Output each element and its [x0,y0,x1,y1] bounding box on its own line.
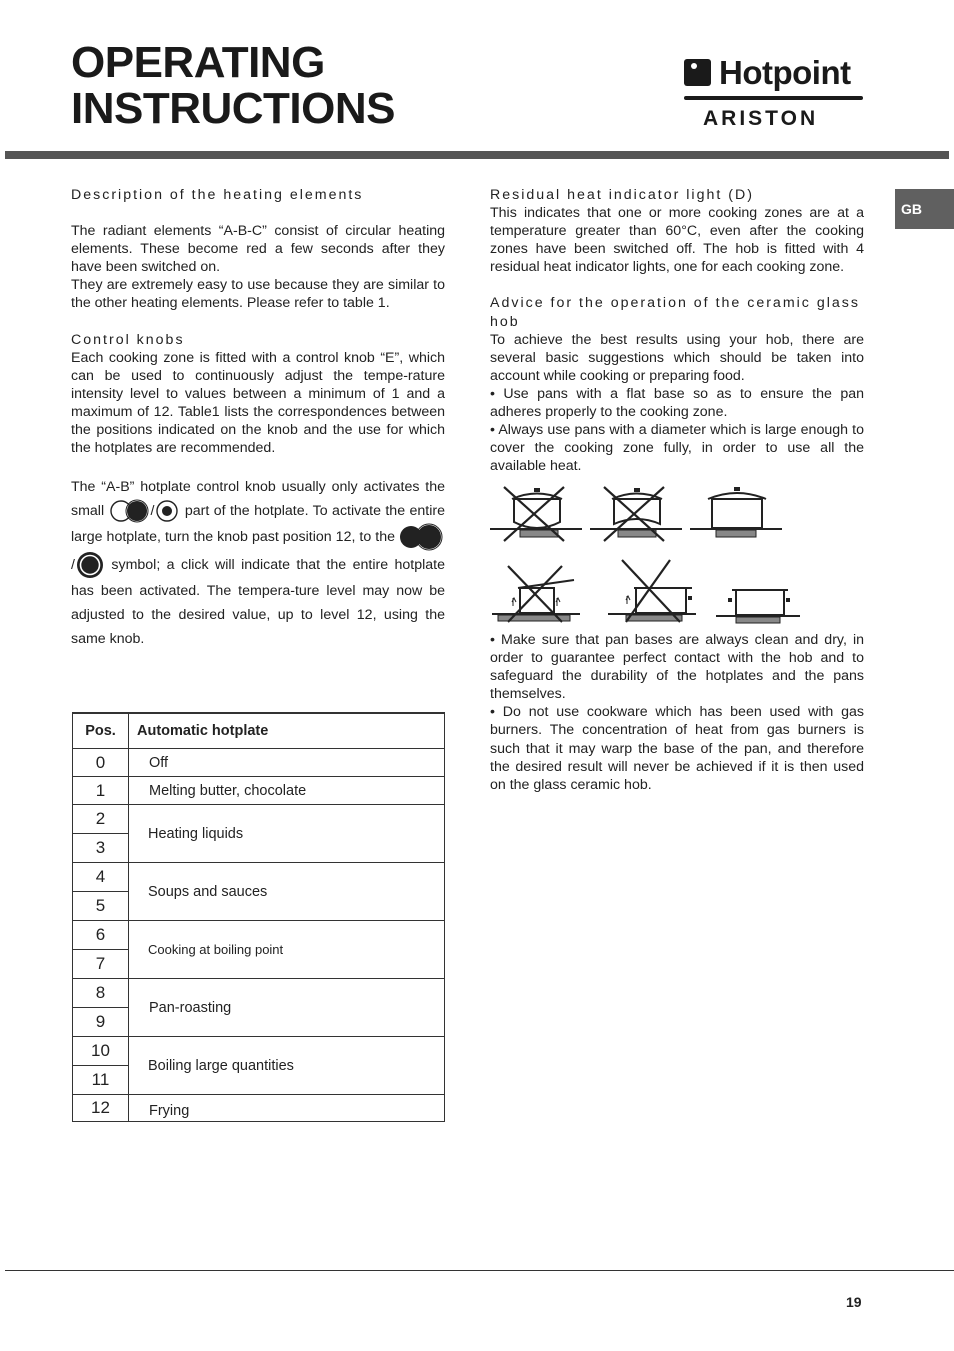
table-row [73,863,445,892]
header-rule [5,151,949,159]
table-row [73,805,445,834]
table-cell-pos: 1 [73,777,129,805]
language-tab: GB [895,189,954,229]
brand-logo [684,56,864,134]
pan-uneven-icon [606,556,698,624]
logo-mark-icon [684,59,711,86]
footer-rule [5,1270,954,1271]
paragraph-easy-use: They are extremely easy to use because they are similar to the other heating elements. Please refer to table 1. [71,277,445,312]
table-cell-desc: Soups and sauces [129,863,445,921]
page-number: 19 [846,1294,862,1310]
table-row [73,749,445,777]
right-column-bottom [490,631,864,794]
pan-correct-icon [690,484,782,544]
paragraph-radiant-elements: The radiant elements “A-B-C” consist of circular heating elements. These become red a few seconds after they have been switched on. [71,223,445,276]
table-cell-pos: 0 [73,749,129,777]
pan-warped-base-icon [490,484,582,544]
heading-control-knobs: Control knobs [71,331,185,348]
logo-hotpoint [684,56,851,89]
small-zone-icon [109,499,151,523]
table-cell-desc: Off [129,749,445,777]
title-line-2: INSTRUCTIONS [71,84,395,133]
large-zone-icon [399,523,445,551]
bullet-gas-burners: • Do not use cookware which has been used with gas burners. The concentration of heat from gas burners is such that it may warp the base of the pan, and therefore the desired result will never be achieved if it is then used on the glass ceramic hob. [490,704,864,793]
bullet-flat-base: • Use pans with a flat base so as to ensure the pan adheres properly to the cooking zone. [490,385,864,421]
table-cell-pos: 10 [73,1037,129,1066]
right-column-top [490,186,864,475]
pan-raised-base-icon [590,484,682,544]
left-column [71,186,445,651]
table-cell-pos: 5 [73,892,129,921]
table-cell-pos: 3 [73,834,129,863]
paragraph-ab-hotplate [71,475,445,651]
table-cell-pos: 4 [73,863,129,892]
ab-text-3: symbol; a click will indicate that the entire hotplate has been activated. The tempera-ture level may now be adjusted to the desired value, up to level 12, using the same knob. [71,557,445,648]
table-row [73,777,445,805]
table-cell-pos: 12 [73,1095,129,1122]
title-line-1: OPERATING [71,38,325,87]
table-cell-pos: 11 [73,1066,129,1095]
logo-brand-text: Hotpoint [719,54,851,91]
pan-small-diameter-icon [490,562,582,624]
table-cell-pos: 9 [73,1008,129,1037]
table-cell-desc: Melting butter, chocolate [129,777,445,805]
bullet-diameter: • Always use pans with a diameter which is large enough to cover the cooking zone fully, in order to use all the available heat. [490,422,864,475]
heading-residual-heat: Residual heat indicator light (D) [490,187,754,203]
large-zone-alt-icon [75,551,105,579]
table-cell-pos: 6 [73,921,129,950]
paragraph-control-knobs: Each cooking zone is fitted with a control knob “E”, which can be used to continuously adjust the tempe-rature intensity level to values between a minimum of 1 and a maximum of 12. Table1 lists the correspondences between the positions indicated on the knob and the use for which the hotplates are recommended. [71,349,445,457]
bullet-clean-dry: • Make sure that pan bases are always clean and dry, in order to guarantee perfect contact with the hob and to safeguard the durability of the hotplates and the pans themselves. [490,632,864,703]
table-header-desc: Automatic hotplate [129,713,445,749]
logo-divider [684,96,863,100]
ab-text-1: The “A-B” hotplate control knob usually only activates the small [71,479,445,520]
table-cell-desc: Frying [129,1095,445,1122]
table-row [73,1095,445,1122]
logo-sub-text: ARISTON [703,107,819,130]
table-cell-desc: Boiling large quantities [129,1037,445,1095]
table-row [73,921,445,950]
table-cell-pos: 8 [73,979,129,1008]
table-cell-desc: Heating liquids [129,805,445,863]
heading-advice: Advice for the operation of the ceramic glass hob [490,295,860,330]
paragraph-advice: To achieve the best results using your hob, there are several basic suggestions which should be taken into account while cooking or preparing food. [490,331,864,384]
ab-text-2: part of the hotplate. To activate the entire large hotplate, turn the knob past position 12, to the [71,503,445,546]
table-cell-desc: Pan-roasting [129,979,445,1037]
paragraph-residual-heat: This indicates that one or more cooking zones are at a temperature greater than 60°C, even after the cooking zones have been switched off. The hob is fitted with 4 residual heat indicator lights, one for each cooking zone. [490,205,864,276]
symbol-slash: / [150,503,155,520]
heading-heating-elements: Description of the heating elements [71,187,364,203]
pan-good-fit-icon [716,580,800,624]
table-row [73,1037,445,1066]
symbol-slash-2: / [71,557,75,574]
table-cell-pos: 2 [73,805,129,834]
table-row [73,979,445,1008]
page-title [71,40,395,132]
table-header-pos: Pos. [73,713,129,749]
table-cell-desc: Cooking at boiling point [129,921,445,979]
table-header-row [73,713,445,749]
table-cell-pos: 7 [73,950,129,979]
hotplate-table [72,712,445,1122]
small-zone-alt-icon [154,499,180,523]
